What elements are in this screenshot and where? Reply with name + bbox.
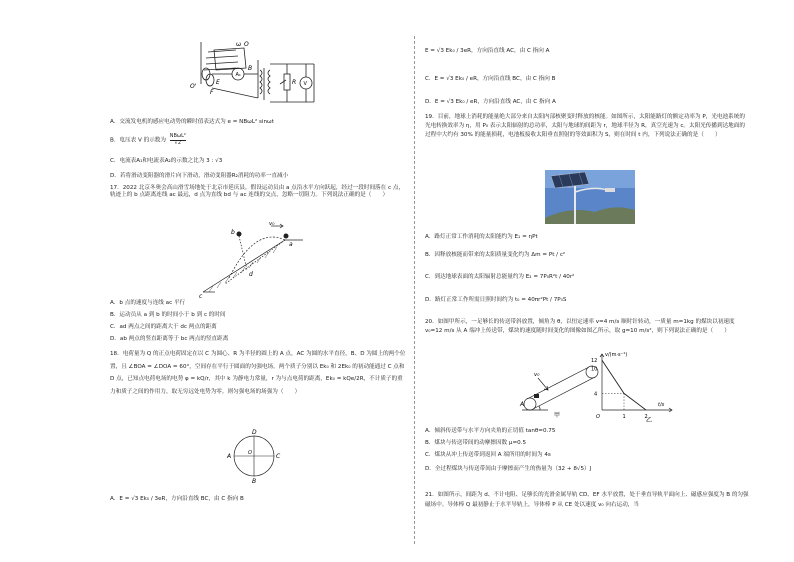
point-c-label: C bbox=[276, 453, 281, 460]
ski-slope-figure bbox=[195, 222, 305, 300]
point-o-label: O bbox=[248, 450, 252, 456]
omega-label: ω bbox=[236, 41, 242, 48]
q19-stem: 19．目前，地球上消耗的能量绝大部分来自太阳内部核聚变时释放的核能。如图所示，太阳能路灯的额定功率为 P，光电池系统的光电转换效率为 η，用 P₀ 表示太阳辐射的总功率，太阳与地球的间距为 r，地球半径为 R，真空光速为 c。太阳光传播到达地面的过程中大约有 30% 的能量损耗，电池板接收太阳垂直照射的等效面积为 S，则在时间 t 内，下列说法正确的是（ ） bbox=[425, 114, 745, 138]
q19-option-b: B．因释放核能而带来的太阳质量变化约为 Δm = Pt / c² bbox=[425, 252, 566, 258]
q16-option-c: C．电流表A₁和电流表A₂的示数之比为 3 : √3 bbox=[110, 158, 223, 164]
q17-option-b: B．运动员从 a 到 b 的时间小于 b 到 c 的时间 bbox=[110, 312, 226, 318]
q20-stem: 20．如图甲所示，一足够长的传送带斜放置，倾角为 θ，以恒定速率 v=4 m/s 顺时针转动，一质量 m=1kg 的煤块以初速度 v₀=12 m/s 从 A 端冲上传送带，煤块的速度随时间变化的图像如图乙所示，取 g=10 m/s²，则下列说法正确的是（ ） bbox=[425, 319, 735, 334]
point-e-label: E bbox=[216, 79, 220, 86]
q18-option-b: E = √3 Ek₀ / 3eR，方向沿直线 AC，由 C 指向 A bbox=[425, 48, 550, 54]
axis-o-label: O bbox=[244, 41, 249, 48]
velocity-time-chart bbox=[588, 350, 678, 422]
q17-stem: 17．2022 北京冬奥会高山滑雪场地处于北京市延庆县，假设运动员由 a 点沿水平方向跃起，经过一段时间落在 c 点，轨迹上的 b 点距离连线 ac 最远，d 点为直线 bd 与 ac 连线的交点，忽略一切阻力。下列说法正确的是（ ） bbox=[110, 185, 405, 198]
point-c-label: c bbox=[199, 293, 203, 300]
q18-stem: 18．电荷量为 Q 的正点电荷固定在以 C 为圆心、R 为半径的圆上的 A 点，AC 为圆的水平直径，B、D 为圆上的两个位置，且 ∠BOA = ∠DOA = 60°，空间存在平行于圆面的匀强电场。两个质子分别以 Ek₀ 和 2Ek₀ 的初动能通过 C 点和 D 点，已知点电荷电场的电势 φ = kQ/r，其中 k 为静电力常量，r 为与点电荷的距离，Ek₀ = kQe/2R，不计质子的重力和质子之间的作用力，取无穷远处电势为零。则匀强电场的场强为（ ） bbox=[110, 351, 406, 395]
figure-jia-label: 甲 bbox=[554, 412, 561, 418]
q16-option-b bbox=[110, 134, 186, 146]
circle-field-figure bbox=[226, 428, 282, 484]
q20-option-c: C．煤块从冲上传送带到返回 A 端所用的时间为 4s bbox=[425, 452, 551, 458]
q17-option-d: D．ab 两点的竖直距离等于 bc 两点的竖直距离 bbox=[110, 336, 229, 342]
axis-o2-label: O' bbox=[190, 83, 197, 90]
v0-label: v₀ bbox=[269, 222, 275, 227]
point-a-label: A bbox=[227, 453, 232, 460]
point-f-label: F bbox=[210, 89, 214, 96]
point-d-label: D bbox=[252, 429, 257, 436]
point-b-label: B bbox=[252, 478, 257, 484]
point-d-label: d bbox=[249, 271, 253, 278]
point-a-label: A bbox=[520, 401, 525, 408]
y-tick-12: 12 bbox=[591, 358, 598, 365]
generator-circuit-figure bbox=[176, 40, 326, 112]
x-tick-1: 1 bbox=[622, 414, 626, 420]
q16-option-b-prefix: B．电压表 V 的示数为 bbox=[110, 137, 166, 144]
q19-option-a: A．路灯正常工作消耗的太阳能约为 E₁ = ηPt bbox=[425, 234, 538, 240]
x-tick-2: 2 bbox=[644, 414, 648, 420]
q16-b-numerator: NBωL² bbox=[169, 133, 186, 139]
chart-caption: 乙 bbox=[646, 417, 653, 422]
q18-option-a: A．E = √3 Ek₀ / 3eR，方向沿直线 BC，由 C 指向 B bbox=[110, 496, 244, 502]
y-axis-label: v/(m·s⁻¹) bbox=[605, 352, 628, 358]
q18-option-d: D．E = √3 Ek₀ / eR，方向沿直线 AC，由 C 指向 A bbox=[425, 99, 556, 105]
q19-option-d: D．路灯正常工作所需日照时间约为 t₀ = 40πr²Pt / 7P₀S bbox=[425, 297, 567, 303]
resistor-r-label: R bbox=[292, 79, 297, 86]
y-tick-10: 10 bbox=[591, 366, 598, 373]
q21-stem: 21．如图所示，间距为 d、不计电阻、足够长的光滑金属导轨 CD、EF 水平放置，处于垂直导轨平面向上、磁感应强度为 B 的匀强磁场中。导体棒 Q 最初静止于水平导轨上，导体棒 P 从 CE 处以速度 v₀ 向右运动，当 bbox=[425, 492, 749, 508]
voltmeter-v-label: V bbox=[303, 81, 307, 87]
v0-label: v₀ bbox=[534, 372, 540, 378]
point-b-label: b bbox=[231, 229, 235, 236]
q17-option-c: C．ad 两点之间的距离大于 dc 两点的距离 bbox=[110, 324, 217, 330]
q18-option-c: C．E = √3 Ek₀ / eR，方向沿直线 BC，由 C 指向 B bbox=[425, 76, 556, 82]
q16-option-d: D．若将滑动变阻器的滑片向下滑动，滑动变阻器R₂消耗的功率一直减小 bbox=[110, 173, 289, 179]
y-tick-4: 4 bbox=[594, 391, 598, 398]
q19-option-c: C．到达地球表面的太阳辐射总能量约为 E₂ = 7P₀R²t / 40r² bbox=[425, 274, 575, 280]
solar-streetlight-photo bbox=[545, 170, 635, 224]
q20-option-d: D．全过程煤块与传送带间由于摩擦而产生的热量为（32 + 8√5）J bbox=[425, 466, 592, 472]
column-divider bbox=[414, 36, 415, 544]
q16-b-denominator: √2 bbox=[174, 139, 182, 146]
point-a-label: a bbox=[289, 241, 293, 248]
ammeter-a1-label: A₁ bbox=[235, 72, 241, 78]
x-axis-label: t/s bbox=[658, 402, 665, 408]
q20-option-a: A．倾斜传送带与水平方向夹角的正切值 tanθ=0.75 bbox=[425, 428, 556, 434]
q16-option-a: A．交流发电机的感应电动势的瞬时值表达式为 e = NBωL² sinωt bbox=[110, 119, 274, 125]
q17-option-a: A．b 点的速度与连线 ac 平行 bbox=[110, 300, 186, 306]
q20-option-b: B．煤块与传送带间的动摩擦因数 μ=0.5 bbox=[425, 440, 527, 446]
origin-label: O bbox=[596, 414, 600, 420]
point-b-label: B bbox=[248, 65, 253, 72]
